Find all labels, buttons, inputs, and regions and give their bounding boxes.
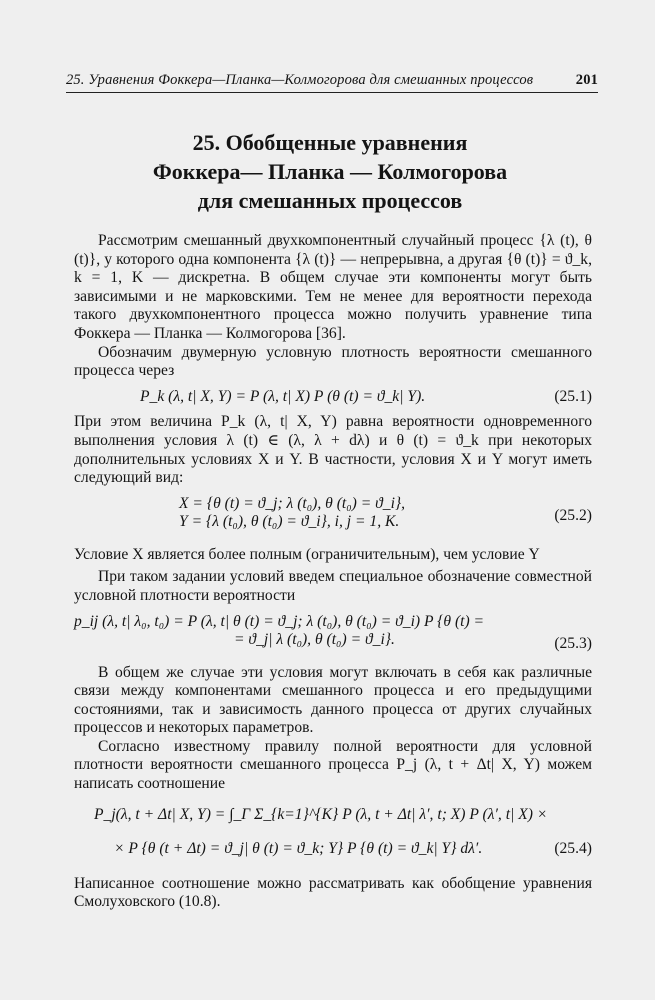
paragraph-8: Написанное соотношение можно рассматривать как обобщение уравнения Смолуховского (10.8).: [74, 874, 592, 911]
equation-25-4: [74, 806, 592, 868]
running-head: [66, 72, 598, 93]
paragraph-7: Согласно известному правилу полной вероятности для условной плотности вероятности смешанного процесса P_j (λ, t + Δt| X, Y) можем написать соотношение: [74, 737, 592, 793]
equation-25-1-number: (25.1): [554, 387, 592, 405]
section-body: [74, 232, 592, 912]
running-head-title: 25. Уравнения Фоккера—Планка—Колмогорова для смешанных процессов: [66, 72, 534, 88]
equation-25-2: [74, 495, 592, 539]
paragraph-4: Условие X является более полным (ограничительным), чем условие Y: [74, 545, 540, 563]
paragraph-5: При таком задании условий введем специальное обозначение совместной условной плотности вероятности: [74, 568, 592, 604]
equation-25-2-number: (25.2): [554, 506, 592, 524]
page-number: 201: [575, 72, 598, 88]
equation-25-1: [74, 388, 592, 407]
equation-25-3-line-2: = ϑ_j| λ (t₀), θ (t₀) = ϑ_i}.: [234, 631, 395, 649]
section-title-line-1: 25. Обобщенные уравнения: [192, 130, 468, 155]
paragraph-6: В общем же случае эти условия могут включать в себя как различные связи между компонентами смешанного процесса и его предыдущими состояниями, так и зависимость данного процесса от других случайных процессов и некоторых параметров.: [74, 663, 592, 737]
paragraph-2: Обозначим двумерную условную плотность вероятности смешанного процесса через: [74, 343, 592, 380]
equation-25-3-line-1: p_ij (λ, t| λ₀, t₀) = P (λ, t| θ (t) = ϑ_j; λ (t₀), θ (t₀) = ϑ_i) P {θ (t) =: [74, 612, 485, 630]
section-title: [60, 128, 600, 215]
equation-25-3-number: (25.3): [554, 634, 592, 652]
equation-25-3: [74, 613, 592, 657]
paragraph-1: Рассмотрим смешанный двухкомпонентный случайный процесс {λ (t), θ (t)}, у которого одна компонента {λ (t)} — непрерывна, а другая {θ (t)} = ϑ_k, k = 1, K — дискретна. В общем случае эти компоненты могут быть зависимыми и не марковскими. Тем не менее для вероятности перехода такого двухкомпонентного процесса можно получить уравнение типа Фоккера — Планка — Колмогорова [36].: [74, 232, 592, 342]
equation-25-4-line-1: P_j(λ, t + Δt| X, Y) = ∫_Γ Σ_{k=1}^{K} P (λ, t + Δt| λ′, t; X) P (λ′, t| X) ×: [94, 805, 548, 823]
section-title-line-2: Фоккера— Планка — Колмогорова: [152, 159, 508, 184]
equation-25-2-line-2: Y = {λ (t₀), θ (t₀) = ϑ_i}, i, j = 1, K.: [179, 513, 400, 531]
equation-25-2-line-1: X = {θ (t) = ϑ_j; λ (t₀), θ (t₀) = ϑ_i},: [179, 494, 406, 512]
section-title-line-3: для смешанных процессов: [197, 188, 463, 213]
equation-25-4-number: (25.4): [554, 839, 592, 857]
equation-25-1-body: P_k (λ, t| X, Y) = P (λ, t| X) P (θ (t) = ϑ_k| Y).: [140, 387, 426, 405]
paragraph-3: При этом величина P_k (λ, t| X, Y) равна вероятности одновременного выполнения условия λ (t) ∈ (λ, λ + dλ) и θ (t) = ϑ_k при некоторых дополнительных условиях X и Y. В частности, условия X и Y могут иметь следующий вид:: [74, 413, 592, 487]
equation-25-4-line-2: × P {θ (t + Δt) = ϑ_j| θ (t) = ϑ_k; Y} P {θ (t) = ϑ_k| Y} dλ′.: [114, 840, 483, 858]
